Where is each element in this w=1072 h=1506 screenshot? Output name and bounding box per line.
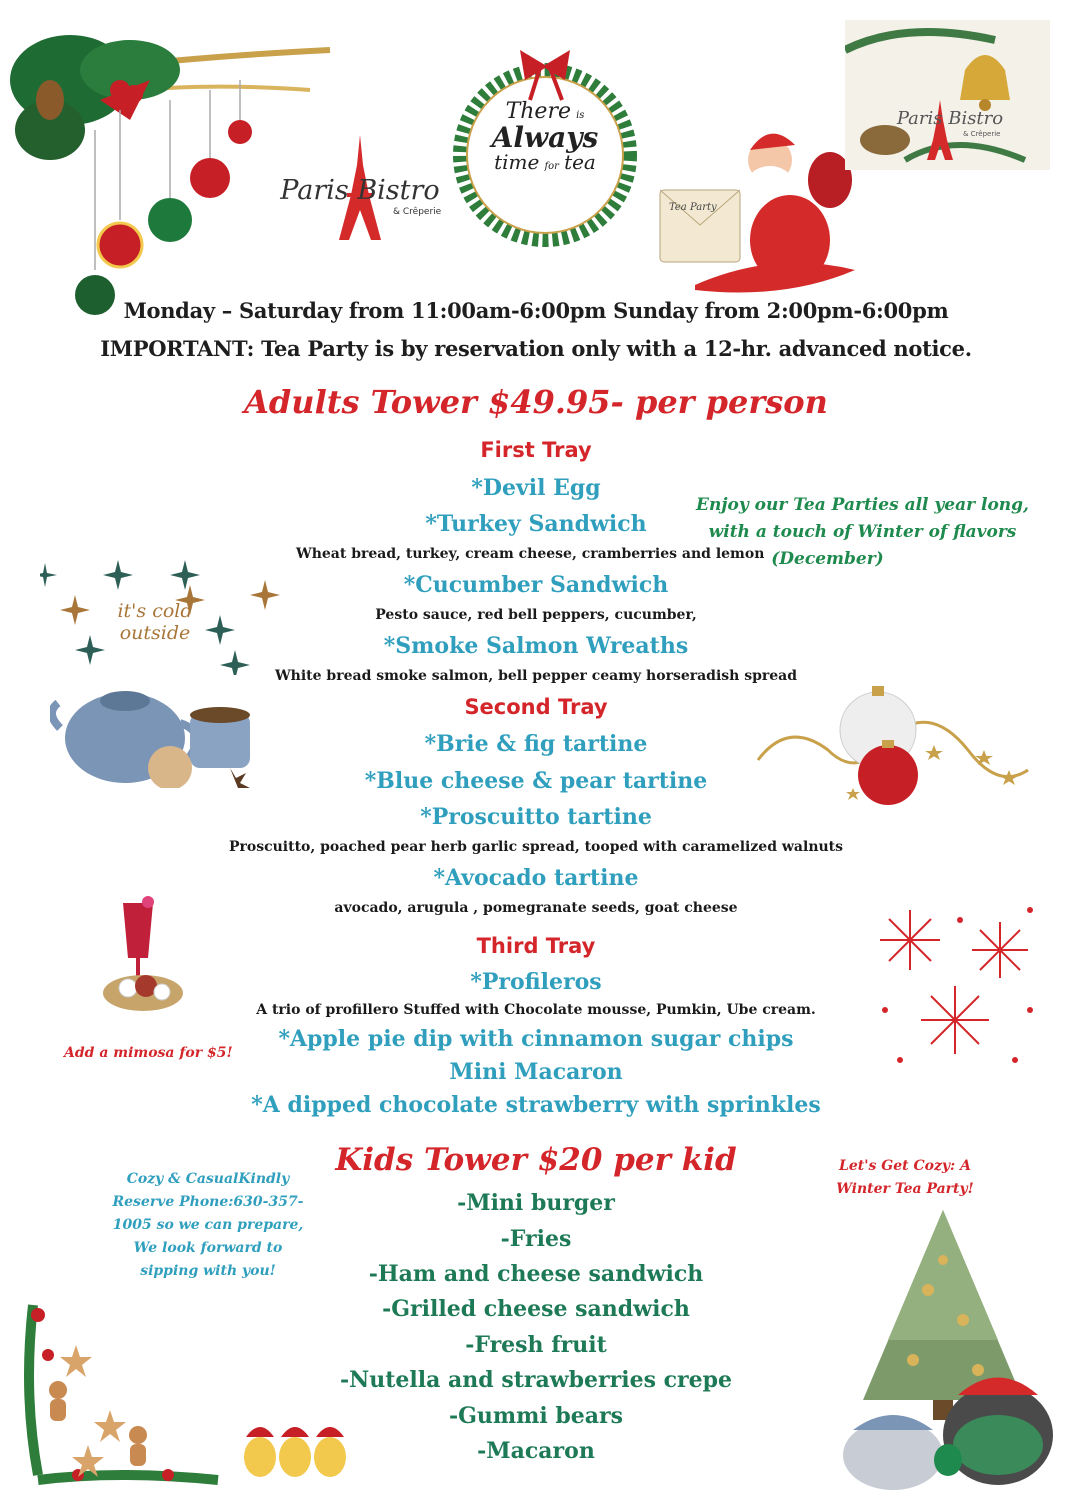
wreath-word-is: is (576, 110, 585, 121)
bell-logo-brand-text: Paris Bistro (896, 108, 1004, 129)
kids-item-ham-cheese-sandwich: -Ham and cheese sandwich (368, 1261, 704, 1287)
mimosa-note: Add a mimosa for $5! (64, 1045, 233, 1061)
menu-item-mini-macaron: Mini Macaron (449, 1059, 623, 1085)
hours-text: Monday – Saturday from 11:00am-6:00pm Sunday from 2:00pm-6:00pm (123, 298, 949, 323)
bell-pine-icon (845, 20, 1050, 170)
its-cold-outside-illustration (40, 555, 280, 790)
menu-desc-proscuitto-tartine: Proscuitto, poached pear herb garlic spread, tooped with caramelized walnuts (228, 839, 844, 855)
menu-item-smoke-salmon-wreaths: *Smoke Salmon Wreaths (383, 633, 689, 659)
lets-get-cozy-note: Let's Get Cozy: A Winter Tea Party! (836, 1158, 974, 1197)
logo-sub-text: & Crêperie (393, 207, 442, 217)
menu-desc-turkey-sandwich: Wheat bread, turkey, cream cheese, cramberries and lemon (296, 546, 765, 562)
always-time-for-tea-wreath (440, 30, 650, 250)
kids-item-gummi-bears: -Gummi bears (448, 1403, 624, 1429)
its-cold-line-1: it's cold (117, 600, 193, 622)
wreath-word-there: There (505, 99, 571, 124)
logo-brand-text: Paris Bistro (280, 175, 440, 206)
santa-surfing-illustration (655, 120, 870, 300)
its-cold-text (100, 600, 210, 644)
menu-item-avocado-tartine: *Avocado tartine (433, 865, 639, 891)
menu-desc-smoke-salmon-wreaths: White bread smoke salmon, bell pepper ceamy horseradish spread (274, 668, 798, 684)
wreath-word-for: for (544, 161, 559, 173)
paris-bistro-logo (255, 135, 465, 245)
adults-tower-title: Adults Tower $49.95- per person (244, 383, 828, 421)
kids-item-fresh-fruit: -Fresh fruit (465, 1332, 607, 1358)
kids-item-grilled-cheese: -Grilled cheese sandwich (382, 1296, 690, 1322)
kids-item-fries: -Fries (500, 1226, 572, 1252)
menu-item-brie-fig-tartine: *Brie & fig tartine (424, 731, 648, 757)
gingerbread-corner-icon (18, 1295, 233, 1490)
important-notice: IMPORTANT: Tea Party is by reservation only with a 12-hr. advanced notice. (100, 336, 972, 361)
chicks-icon (240, 1412, 350, 1484)
wreath-word-always: Always (491, 121, 599, 155)
wreath-text (480, 100, 610, 173)
kids-tower-title: Kids Tower $20 per kid (335, 1142, 737, 1178)
teapot-icon (50, 673, 270, 788)
enjoy-note (690, 492, 1035, 573)
kids-item-mini-burger: -Mini burger (457, 1190, 615, 1216)
bell-logo-card (845, 20, 1050, 170)
menu-desc-profileros: A trio of profillero Stuffed with Chocolate mousse, Pumkin, Ube cream. (256, 1002, 816, 1018)
menu-item-profileros: *Profileros (470, 969, 602, 995)
ornament-ribbon-illustration (748, 680, 1038, 820)
wreath-word-tea: tea (564, 150, 596, 175)
third-tray-label: Third Tray (476, 934, 596, 958)
menu-item-proscuitto-tartine: *Proscuitto tartine (420, 804, 652, 830)
wreath-word-time: time (494, 150, 540, 175)
menu-desc-cucumber-sandwich: Pesto sauce, red bell peppers, cucumber, (375, 607, 697, 623)
bell-logo-sub-text: & Crêperie (963, 130, 1001, 138)
enjoy-note-line-3: (December) (771, 549, 884, 569)
second-tray-label: Second Tray (464, 695, 608, 719)
snowflakes-icon (870, 900, 1040, 1070)
mimosa-glass-icon (98, 888, 188, 1023)
cozy-reserve-note: Cozy & CasualKindly Reserve Phone:630-357-1005 so we can prepare, We look forward to sipping with you! (112, 1171, 304, 1279)
kids-item-macaron: -Macaron (477, 1438, 595, 1464)
menu-item-cucumber-sandwich: *Cucumber Sandwich (403, 572, 669, 598)
enjoy-note-line-2: with a touch of Winter of flavors (708, 522, 1017, 542)
kids-item-nutella-crepe: -Nutella and strawberries crepe (340, 1367, 732, 1393)
menu-item-blue-cheese-pear-tartine: *Blue cheese & pear tartine (364, 768, 708, 794)
christmas-tree-puppies-icon (838, 1200, 1053, 1490)
envelope-text: Tea Party (669, 202, 717, 213)
menu-item-chocolate-strawberry: *A dipped chocolate strawberry with sprinkles (251, 1092, 821, 1118)
first-tray-label: First Tray (480, 438, 592, 462)
menu-item-turkey-sandwich: *Turkey Sandwich (425, 511, 647, 537)
menu-item-devil-egg: *Devil Egg (471, 475, 601, 501)
menu-desc-avocado-tartine: avocado, arugula , pomegranate seeds, goat cheese (334, 900, 738, 916)
enjoy-note-line-1: Enjoy our Tea Parties all year long, (696, 495, 1029, 515)
its-cold-line-2: outside (119, 622, 191, 644)
menu-item-apple-pie-dip: *Apple pie dip with cinnamon sugar chips (278, 1026, 794, 1052)
